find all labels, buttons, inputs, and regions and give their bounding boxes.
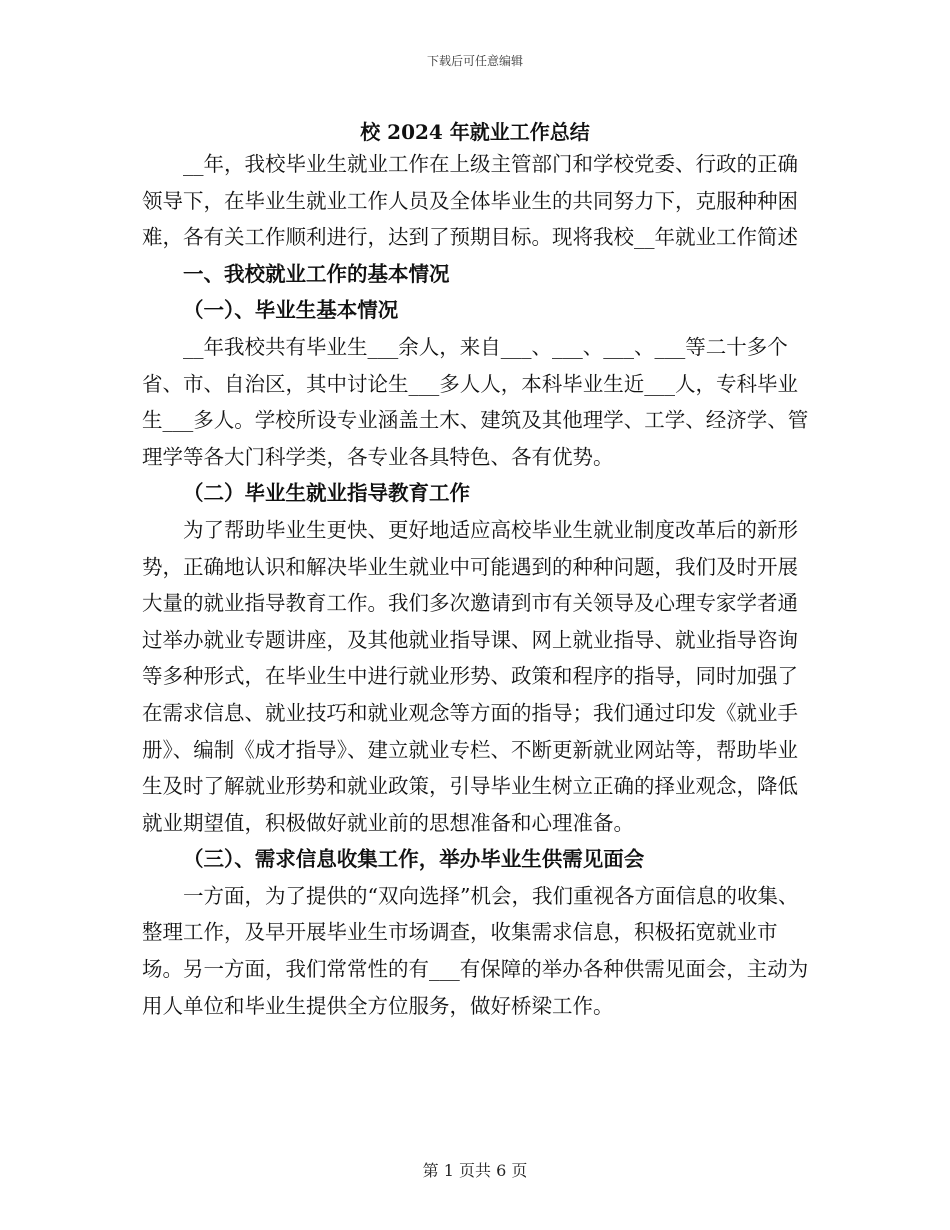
subsection-1-paragraph: __年我校共有毕业生___余人，来自___、___、___、___等二十多个省、市、自治区，其中讨论生___多人人，本科毕业生近___人，专科毕业生___多人。学校所设专业涵盖土木、建筑及其他理学、工学、经济学、管理学等各大门科学类，各专业各具特色、各有优势。 bbox=[142, 334, 809, 469]
document-title: 校 2024 年就业工作总结 bbox=[360, 120, 590, 144]
document-body bbox=[142, 146, 810, 1024]
section-1-heading: 一、我校就业工作的基本情况 bbox=[183, 261, 450, 286]
page-header-note: 下载后可任意编辑 bbox=[426, 54, 523, 68]
subsection-2-heading: （二）毕业生就业指导教育工作 bbox=[183, 481, 470, 506]
subsection-2-paragraph: 为了帮助毕业生更快、更好地适应高校毕业生就业制度改革后的新形势，正确地认识和解决毕业生就业中可能遇到的种种问题，我们及时开展大量的就业指导教育工作。我们多次邀请到市有关领导及心理专家学者通过举办就业专题讲座，及其他就业指导课、网上就业指导、就业指导咨询等多种形式，在毕业生中进行就业形势、政策和程序的指导，同时加强了在需求信息、就业技巧和就业观念等方面的指导；我们通过印发《就业手册》、编制《成才指导》、建立就业专栏、不断更新就业网站等，帮助毕业生及时了解就业形势和就业政策，引导毕业生树立正确的择业观念，降低就业期望值，积极做好就业前的思想准备和心理准备。 bbox=[142, 517, 798, 835]
subsection-3-paragraph: 一方面，为了提供的“双向选择”机会，我们重视各方面信息的收集、整理工作，及早开展毕业生市场调查，收集需求信息，积极拓宽就业市场。另一方面，我们常常性的有___有保障的举办各种供需见面会，主动为用人单位和毕业生提供全方位服务，做好桥梁工作。 bbox=[142, 883, 809, 1018]
intro-paragraph: __年，我校毕业生就业工作在上级主管部门和学校党委、行政的正确领导下，在毕业生就业工作人员及全体毕业生的共同努力下，克服种种困难，各有关工作顺利进行，达到了预期目标。现将我校__年就业工作简述 bbox=[142, 152, 798, 250]
subsection-3-heading: （三）、需求信息收集工作，举办毕业生供需见面会 bbox=[183, 847, 645, 872]
subsection-1-heading: （一）、毕业生基本情况 bbox=[183, 298, 399, 323]
page-footer: 第 1 页共 6 页 bbox=[422, 1161, 528, 1180]
